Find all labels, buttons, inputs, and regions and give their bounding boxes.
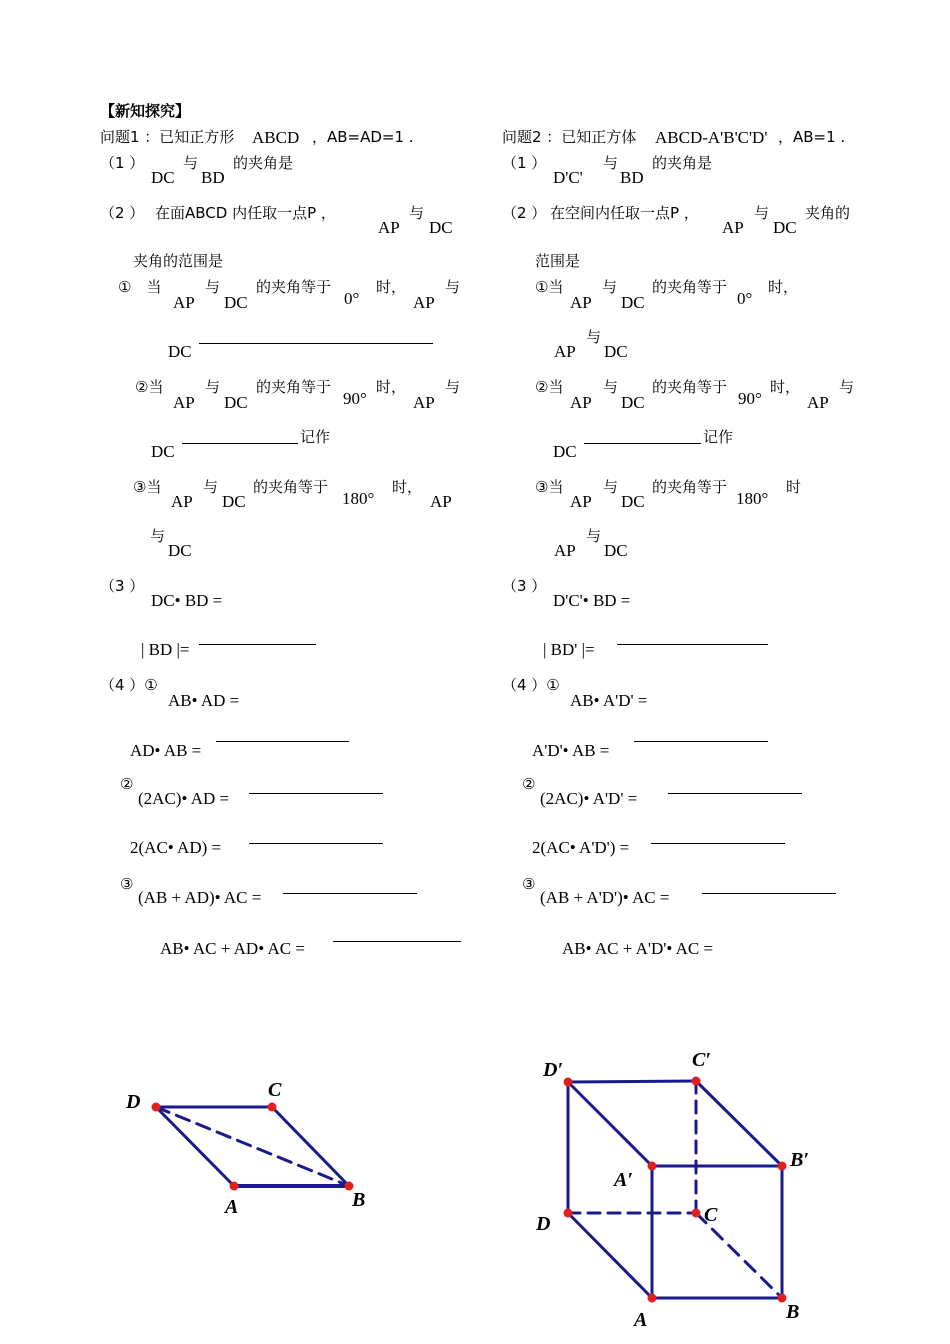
c1-vector-dc: DC xyxy=(224,293,248,312)
square-point-d xyxy=(152,1103,161,1112)
cube-label-c: C xyxy=(704,1204,718,1226)
r-q2-number: （2 ） xyxy=(502,204,547,222)
r-q4-number: （4 ）① xyxy=(502,676,560,694)
cube-point-bp xyxy=(778,1162,787,1171)
cube-edge-cp-bp xyxy=(696,1081,782,1166)
r-q2-text: 在空间内任取一点P ， xyxy=(550,204,699,222)
c2-label: ②当 xyxy=(135,378,164,396)
r-c1-degree: 0° xyxy=(737,289,753,308)
q4-expr4: 2(AC• AD) = xyxy=(130,838,222,857)
c1-yu2: 与 xyxy=(445,278,461,296)
r-q1-vector-bd: BD xyxy=(620,168,644,187)
cube-point-c xyxy=(692,1209,701,1218)
r-c3-vector-dc2: DC xyxy=(604,541,628,560)
r-c2-vector-ap2: AP xyxy=(807,393,829,412)
q2-text: 在面ABCD 内任取一点P ， xyxy=(155,204,336,222)
cube-point-a xyxy=(648,1294,657,1303)
r-q3-magnitude: | BD' |= xyxy=(543,640,595,659)
problem1-label: 问题1 ：已知正方形 xyxy=(100,128,235,146)
cube-edge-d-a xyxy=(568,1213,652,1298)
r-q4-expr5: (AB + A'D')• AC = xyxy=(540,888,670,907)
c2-note: 记作 xyxy=(300,428,331,446)
c3-vector-dc: DC xyxy=(222,492,246,511)
r-c3-yu2: 与 xyxy=(586,527,602,545)
cube-label-bp: B′ xyxy=(790,1149,809,1171)
r-c1-vector-dc: DC xyxy=(621,293,645,312)
r-c2-note: 记作 xyxy=(703,428,734,446)
q4-expr3: (2AC)• AD = xyxy=(138,789,230,808)
r-q4-expr2: A'D'• AB = xyxy=(532,741,610,760)
r-c3-degree: 180° xyxy=(736,489,769,508)
r-q2-line2: 范围是 xyxy=(535,252,581,270)
c3-yu2: 与 xyxy=(150,527,166,545)
c2-yu2: 与 xyxy=(445,378,461,396)
square-label-d: D xyxy=(126,1091,141,1113)
r-q4-expr4: 2(AC• A'D') = xyxy=(532,838,630,857)
q1-yu: 与 xyxy=(183,154,199,172)
q4-circle3: ③ xyxy=(120,875,134,893)
q3-magnitude: | BD |= xyxy=(141,640,190,659)
r-q2-yu: 与 xyxy=(754,204,770,222)
square-label-b: B xyxy=(352,1189,366,1211)
c2-vector-ap: AP xyxy=(173,393,195,412)
r-q2-tail: 夹角的 xyxy=(805,204,851,222)
r-q1-number: （1 ） xyxy=(502,154,547,172)
cube-point-dp xyxy=(564,1078,573,1087)
q3-number: （3 ） xyxy=(100,577,145,595)
r-c2-time: 时， xyxy=(770,378,801,396)
c3-yu: 与 xyxy=(203,478,219,496)
q2-line2: 夹角的范围是 xyxy=(133,252,224,270)
r-q4-expr6: AB• AC + A'D'• AC = xyxy=(562,939,714,958)
q1-vector-dc: DC xyxy=(151,168,175,187)
c3-label: ③当 xyxy=(133,478,162,496)
c2-yu: 与 xyxy=(205,378,221,396)
section-heading: 【新知探究】 xyxy=(100,102,191,120)
r-c3-vector-ap2: AP xyxy=(554,541,576,560)
q4-number: （4 ）① xyxy=(100,676,158,694)
c2-time: 时， xyxy=(376,378,407,396)
cube-label-dp: D′ xyxy=(543,1059,564,1081)
problem1-abcd: ABCD xyxy=(252,128,300,147)
r-c2-vector-dc: DC xyxy=(621,393,645,412)
problem2-abcd: ABCD-A'B'C'D' xyxy=(655,128,768,147)
q3-dot-product: DC• BD = xyxy=(151,591,223,610)
q4-expr5: (AB + AD)• AC = xyxy=(138,888,262,907)
r-c2-vector-ap: AP xyxy=(570,393,592,412)
problem1-condition: ，AB=AD=1 . xyxy=(312,128,414,146)
c3-degree: 180° xyxy=(342,489,375,508)
c1-text: 的夹角等于 xyxy=(256,278,332,296)
q4-circle2: ② xyxy=(120,775,134,793)
r-c1-text: 的夹角等于 xyxy=(652,278,728,296)
c2-vector-ap2: AP xyxy=(413,393,435,412)
square-diagonal-db xyxy=(156,1107,349,1186)
cube-label-a: A xyxy=(634,1309,648,1331)
r-q1-tail: 的夹角是 xyxy=(652,154,713,172)
cube-edge-dp-cp xyxy=(568,1081,696,1082)
r-c1-vector-ap: AP xyxy=(570,293,592,312)
cube-label-d: D xyxy=(536,1213,551,1235)
q4-expr6: AB• AC + AD• AC = xyxy=(160,939,305,958)
q2-vector-ap: AP xyxy=(378,218,400,237)
r-c3-yu: 与 xyxy=(603,478,619,496)
problem2-label: 问题2 ：已知正方体 xyxy=(502,128,637,146)
cube-label-ap: A′ xyxy=(614,1169,633,1191)
r-q1-vector-dc: D'C' xyxy=(553,168,583,187)
c1-vector-dc2: DC xyxy=(168,342,192,361)
r-c2-vector-dc2: DC xyxy=(553,442,577,461)
q2-vector-dc: DC xyxy=(429,218,453,237)
c1-yu: 与 xyxy=(205,278,221,296)
r-c2-text: 的夹角等于 xyxy=(652,378,728,396)
c2-degree: 90° xyxy=(343,389,367,408)
r-c3-vector-ap: AP xyxy=(570,492,592,511)
c1-vector-ap: AP xyxy=(173,293,195,312)
q4-expr1: AB• AD = xyxy=(168,691,240,710)
c1-vector-ap2: AP xyxy=(413,293,435,312)
cube-figure xyxy=(535,1049,809,1331)
r-c1-label: ①当 xyxy=(535,278,564,296)
c2-vector-dc2: DC xyxy=(151,442,175,461)
square-edge-da xyxy=(156,1107,234,1186)
r-q3-dot-product: D'C'• BD = xyxy=(553,591,631,610)
q1-tail: 的夹角是 xyxy=(233,154,294,172)
r-c3-text: 的夹角等于 xyxy=(652,478,728,496)
square-label-a: A xyxy=(225,1196,239,1218)
q4-expr2: AD• AB = xyxy=(130,741,202,760)
r-q4-circle3: ③ xyxy=(522,875,536,893)
q1-number: （1 ） xyxy=(100,154,145,172)
cube-point-cp xyxy=(692,1077,701,1086)
c2-vector-dc: DC xyxy=(224,393,248,412)
r-q4-expr1: AB• A'D' = xyxy=(570,691,648,710)
c3-text: 的夹角等于 xyxy=(253,478,329,496)
c1-degree: 0° xyxy=(344,289,360,308)
problem2-condition: ，AB=1 . xyxy=(778,128,846,146)
c3-vector-dc2: DC xyxy=(168,541,192,560)
r-c3-label: ③当 xyxy=(535,478,564,496)
square-point-a xyxy=(230,1182,239,1191)
cube-point-ap xyxy=(648,1162,657,1171)
c3-time: 时， xyxy=(392,478,423,496)
r-q4-circle2: ② xyxy=(522,775,536,793)
r-q3-number: （3 ） xyxy=(502,577,547,595)
r-c2-degree: 90° xyxy=(738,389,762,408)
q2-number: （2 ） xyxy=(100,204,145,222)
r-c1-vector-dc2: DC xyxy=(604,342,628,361)
q1-vector-bd: BD xyxy=(201,168,225,187)
cube-label-b: B xyxy=(786,1301,800,1323)
cube-point-d xyxy=(564,1209,573,1218)
c3-vector-ap: AP xyxy=(171,492,193,511)
r-c2-label: ②当 xyxy=(535,378,564,396)
c1-label: ① 当 xyxy=(118,278,162,296)
square-figure xyxy=(125,1079,365,1218)
r-c2-yu2: 与 xyxy=(839,378,855,396)
r-c3-vector-dc: DC xyxy=(621,492,645,511)
square-point-c xyxy=(268,1103,277,1112)
q2-yu: 与 xyxy=(409,204,425,222)
c1-time: 时， xyxy=(376,278,407,296)
c2-text: 的夹角等于 xyxy=(256,378,332,396)
cube-edge-dp-ap xyxy=(568,1082,652,1166)
square-label-c: C xyxy=(268,1079,282,1101)
r-c1-yu: 与 xyxy=(602,278,618,296)
r-c3-time: 时 xyxy=(786,478,802,496)
square-edge-cb xyxy=(272,1107,349,1186)
r-c1-time: 时， xyxy=(768,278,799,296)
c3-vector-ap2: AP xyxy=(430,492,452,511)
r-q2-vector-ap: AP xyxy=(722,218,744,237)
r-c1-vector-ap2: AP xyxy=(554,342,576,361)
r-q4-expr3: (2AC)• A'D' = xyxy=(540,789,638,808)
r-q1-yu: 与 xyxy=(603,154,619,172)
r-c2-yu: 与 xyxy=(603,378,619,396)
r-q2-vector-dc: DC xyxy=(773,218,797,237)
cube-label-cp: C′ xyxy=(692,1049,711,1071)
r-c1-yu2: 与 xyxy=(586,328,602,346)
